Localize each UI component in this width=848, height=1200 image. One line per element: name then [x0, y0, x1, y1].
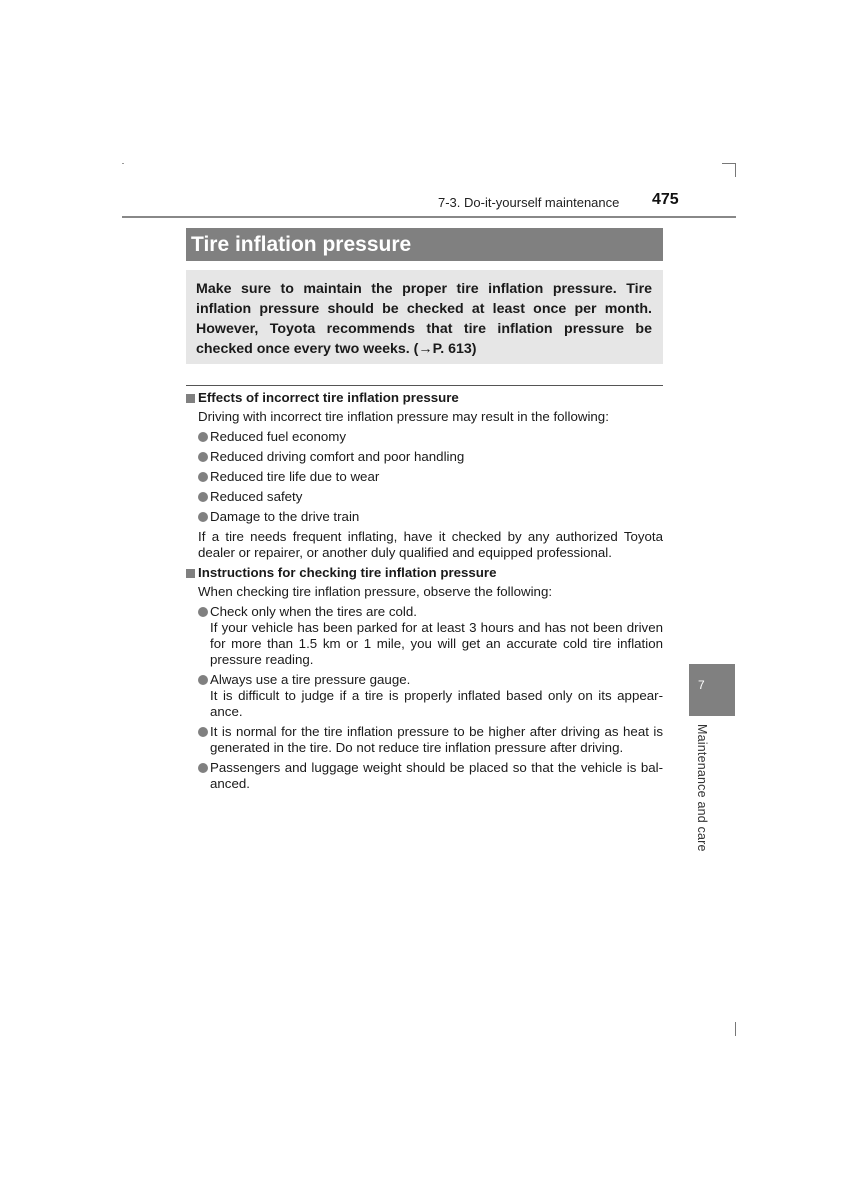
circle-bullet-icon	[198, 727, 208, 737]
intro-callout	[186, 270, 663, 364]
circle-bullet-icon	[198, 472, 208, 482]
circle-bullet-icon	[198, 763, 208, 773]
paragraph: If a tire needs frequent inflating, have it checked by any authorized Toyota dealer or repairer, or another duly qualified and equipped professional.	[198, 529, 663, 560]
intro-text: Make sure to maintain the proper tire inflation pressure. Tire inflation pressure should be checked at least once per month. However, Toyota recommends that tire inflation pressure be checked once every two weeks. (	[196, 281, 652, 357]
page-number: 475	[652, 191, 679, 208]
list-item: Reduced tire life due to wear	[186, 469, 663, 485]
list-item: Reduced driving comfort and poor handling	[186, 449, 663, 465]
list-item: Always use a tire pressure gauge. It is difficult to judge if a tire is properly inflated based only on its appear-ance.	[186, 672, 663, 720]
page-reference[interactable]: P. 613)	[432, 341, 477, 357]
list-item: Reduced safety	[186, 489, 663, 505]
section-rule	[186, 385, 663, 386]
crop-mark	[735, 163, 736, 177]
header-rule	[122, 216, 736, 218]
section-heading	[186, 390, 663, 406]
circle-bullet-icon	[198, 452, 208, 462]
square-bullet-icon	[186, 569, 195, 578]
circle-bullet-icon	[198, 432, 208, 442]
crop-mark	[122, 163, 124, 164]
section-heading-text: Instructions for checking tire inflation pressure	[198, 565, 497, 580]
paragraph: Driving with incorrect tire inflation pressure may result in the following:	[198, 409, 609, 424]
page-title: Tire inflation pressure	[186, 228, 663, 261]
list-item: Damage to the drive train	[186, 509, 663, 525]
list-item: Reduced fuel economy	[186, 429, 663, 445]
section-heading-text: Effects of incorrect tire inflation pressure	[198, 390, 459, 405]
circle-bullet-icon	[198, 675, 208, 685]
list-item: Passengers and luggage weight should be placed so that the vehicle is bal-anced.	[186, 760, 663, 792]
crop-mark	[735, 1022, 736, 1036]
list-item: It is normal for the tire inflation pressure to be higher after driving as heat is generated in the tire. Do not reduce tire inflation pressure after driving.	[186, 724, 663, 756]
crop-mark	[722, 163, 736, 164]
paragraph: When checking tire inflation pressure, observe the following:	[198, 584, 553, 599]
list-item: Check only when the tires are cold. If your vehicle has been parked for at least 3 hours and has not been driven for more than 1.5 km or 1 mile, you will get an accurate cold tire inflation pressure reading.	[186, 604, 663, 668]
arrow-icon: →	[418, 341, 433, 357]
chapter-label: Maintenance and care	[695, 724, 709, 852]
circle-bullet-icon	[198, 512, 208, 522]
chapter-number: 7	[698, 678, 705, 692]
section-header: 7-3. Do-it-yourself maintenance	[438, 195, 620, 210]
square-bullet-icon	[186, 394, 195, 403]
body-content	[186, 390, 663, 796]
section-heading	[186, 565, 663, 581]
chapter-tab	[689, 664, 735, 716]
circle-bullet-icon	[198, 607, 208, 617]
circle-bullet-icon	[198, 492, 208, 502]
